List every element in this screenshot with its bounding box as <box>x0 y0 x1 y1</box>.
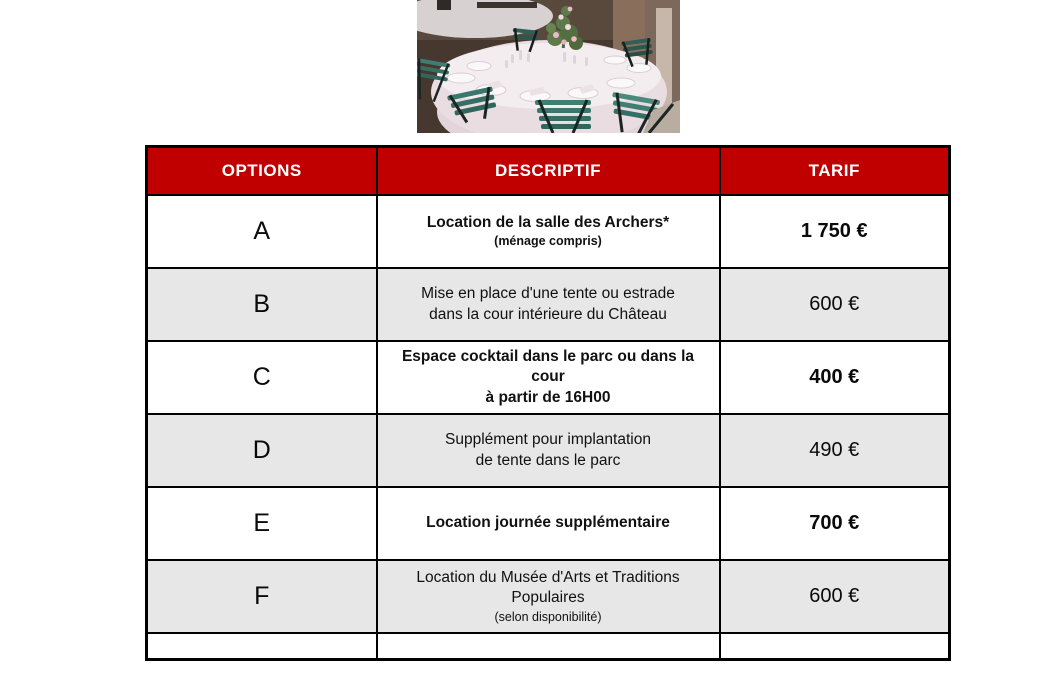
description-line: cour <box>531 368 565 386</box>
header-tarif: TARIF <box>720 147 950 196</box>
option-description <box>377 487 720 560</box>
banquet-photo-illustration <box>417 0 680 133</box>
description-line: Populaires <box>511 589 585 607</box>
header-options: OPTIONS <box>147 147 377 196</box>
table-row-option-f <box>147 560 950 633</box>
option-price: 600 € <box>720 560 950 633</box>
pricing-table <box>145 145 951 661</box>
option-letter <box>147 633 377 659</box>
option-price: 400 € <box>720 341 950 414</box>
banquet-table-photo <box>417 0 680 133</box>
description-line: Location du Musée d'Arts et Traditions <box>416 568 680 586</box>
description-line: Location de la salle des Archers* <box>426 214 670 232</box>
option-letter: F <box>147 560 377 633</box>
option-price: 700 € <box>720 487 950 560</box>
table-row-option-d <box>147 414 950 487</box>
description-line: de tente dans le parc <box>475 451 621 469</box>
description-note: (ménage compris) <box>494 234 602 249</box>
option-price: 1 750 € <box>720 195 950 268</box>
table-row-option-e <box>147 487 950 560</box>
description-line: dans la cour intérieure du Château <box>429 305 667 323</box>
table-header-row <box>147 147 950 196</box>
option-letter: E <box>147 487 377 560</box>
option-description <box>377 341 720 414</box>
table-row-option-c <box>147 341 950 414</box>
option-price: 490 € <box>720 414 950 487</box>
description-line: à partir de 16H00 <box>485 388 611 406</box>
option-description <box>377 268 720 341</box>
table-row-option-b <box>147 268 950 341</box>
option-letter: C <box>147 341 377 414</box>
description-line: Espace cocktail dans le parc ou dans la <box>401 347 695 365</box>
header-descriptif: DESCRIPTIF <box>377 147 720 196</box>
option-description <box>377 414 720 487</box>
table-row-option-a <box>147 195 950 268</box>
option-letter: D <box>147 414 377 487</box>
option-letter: B <box>147 268 377 341</box>
table-row-partial <box>147 633 950 659</box>
description-note: (selon disponibilité) <box>494 609 602 624</box>
option-description <box>377 195 720 268</box>
description-line: Mise en place d'une tente ou estrade <box>421 285 675 303</box>
option-price <box>720 633 950 659</box>
option-letter: A <box>147 195 377 268</box>
option-description <box>377 560 720 633</box>
option-price: 600 € <box>720 268 950 341</box>
option-description <box>377 633 720 659</box>
description-line: Supplément pour implantation <box>445 431 651 449</box>
description-line: Location journée supplémentaire <box>426 514 670 532</box>
